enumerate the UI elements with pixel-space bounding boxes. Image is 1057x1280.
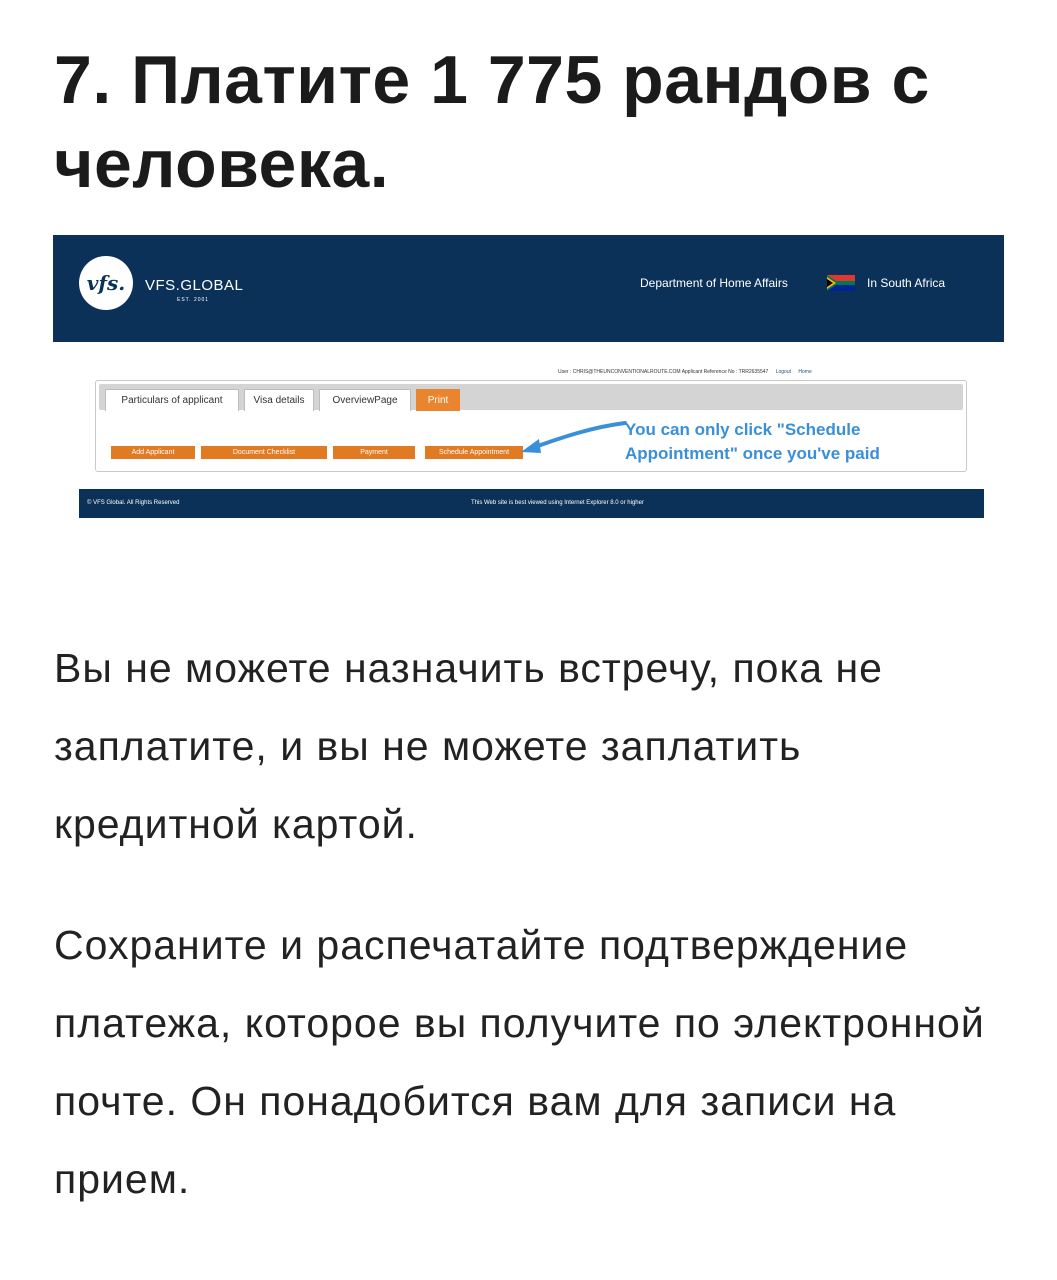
document-checklist-button[interactable]: Document Checklist bbox=[201, 446, 327, 459]
schedule-appointment-button[interactable]: Schedule Appointment bbox=[425, 446, 523, 459]
vfs-brand-name: VFS.GLOBAL bbox=[145, 277, 244, 294]
tab-print[interactable]: Print bbox=[416, 389, 460, 411]
user-info-line bbox=[558, 369, 965, 375]
vfs-brand-est: EST. 2001 bbox=[177, 297, 210, 303]
vfs-logo-icon: vfs. bbox=[79, 256, 133, 310]
department-label: Department of Home Affairs bbox=[640, 276, 788, 290]
tab-overview[interactable]: OverviewPage bbox=[319, 389, 411, 411]
tab-bar bbox=[99, 384, 963, 410]
user-reference-text: User : CHRIS@THEUNCONVENTIONALROUTE.COM Applicant Reference No : TRR2635547 bbox=[558, 369, 769, 375]
footer-copyright: © VFS Global. All Rights Reserved bbox=[87, 500, 180, 506]
callout-arrow-icon bbox=[513, 415, 633, 459]
paragraph-confirmation-note: Сохраните и распечатайте подтверждение платежа, которое вы получите по электронной почте. Он понадобится вам для записи на прием. bbox=[54, 922, 985, 1202]
callout-text: You can only click "Schedule Appointment" once you've paid bbox=[625, 420, 880, 463]
logout-link[interactable]: Logout bbox=[775, 369, 792, 375]
tab-particulars[interactable]: Particulars of applicant bbox=[105, 389, 239, 411]
add-applicant-button[interactable]: Add Applicant bbox=[111, 446, 195, 459]
payment-button[interactable]: Payment bbox=[333, 446, 415, 459]
article-heading: 7. Платите 1 775 рандов с человека. bbox=[54, 42, 930, 202]
embedded-screenshot bbox=[53, 235, 1004, 530]
footer-browser-note: This Web site is best viewed using Internet Explorer 8.0 or higher bbox=[471, 500, 644, 506]
tab-visa-details[interactable]: Visa details bbox=[244, 389, 314, 411]
country-label: In South Africa bbox=[867, 276, 946, 290]
vfs-header bbox=[53, 235, 1004, 342]
paragraph-payment-note: Вы не можете назначить встречу, пока не заплатите, и вы не можете заплатить кредитной картой. bbox=[54, 645, 883, 847]
home-link[interactable]: Home bbox=[798, 369, 812, 375]
south-africa-flag-icon bbox=[827, 275, 855, 291]
vfs-footer bbox=[79, 489, 984, 518]
